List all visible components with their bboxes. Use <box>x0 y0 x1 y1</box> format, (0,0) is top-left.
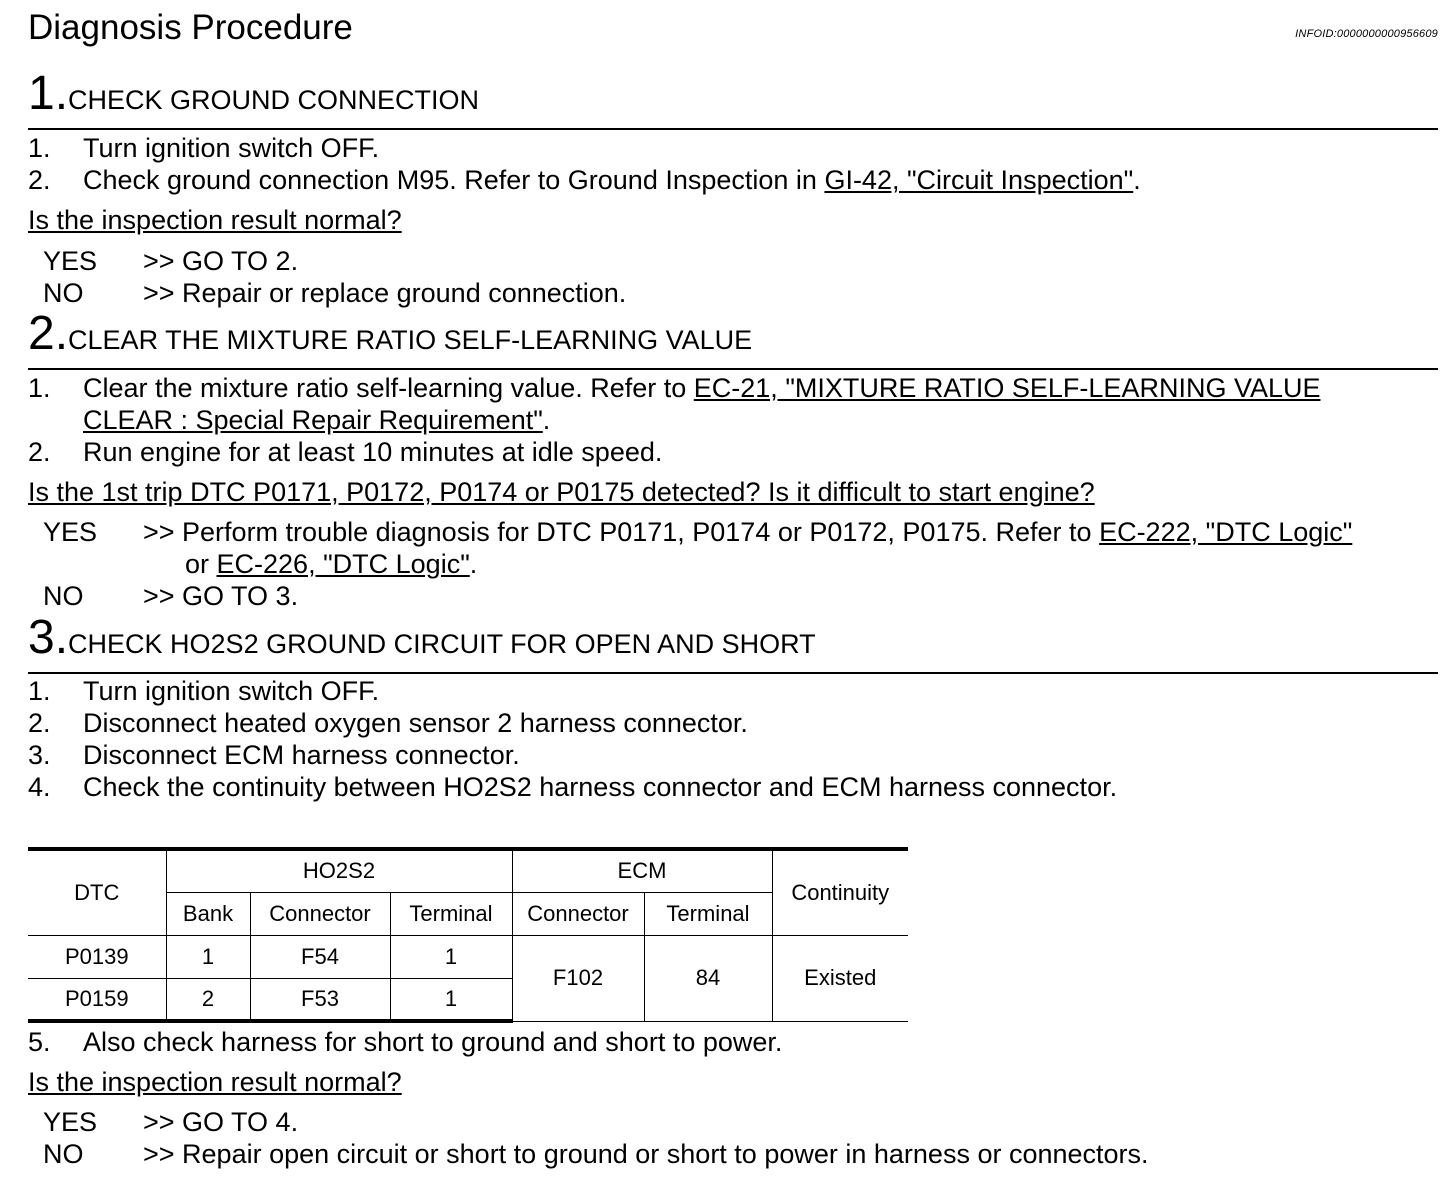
no-action: >> Repair open circuit or short to ground or short to power in harness or connectors. <box>143 1139 1149 1169</box>
list-item-text: Run engine for at least 10 minutes at idle speed. <box>83 437 663 467</box>
reference-link[interactable]: EC-222, "DTC Logic" <box>1099 517 1353 547</box>
no-action: >> GO TO 3. <box>143 581 299 611</box>
header-connector: Connector <box>250 892 390 935</box>
cell-terminal: 1 <box>390 978 512 1021</box>
cell-connector: F53 <box>250 978 390 1021</box>
list-item-text: Check the continuity between HO2S2 harness connector and ECM harness connector. <box>83 772 1118 802</box>
no-label: NO <box>43 1139 84 1169</box>
info-id: INFOID:0000000000956609 <box>1295 28 1438 40</box>
header-ecm-terminal: Terminal <box>644 892 772 935</box>
step-2-heading <box>28 306 1438 370</box>
reference-link[interactable]: GI-42, "Circuit Inspection" <box>824 165 1134 195</box>
list-item-text: Turn ignition switch OFF. <box>83 133 380 163</box>
step-title: CHECK GROUND CONNECTION <box>68 85 480 115</box>
step-3-heading <box>28 610 1438 674</box>
yes-label: YES <box>43 1107 98 1137</box>
reference-link[interactable]: EC-226, "DTC Logic" <box>216 549 470 579</box>
header-bank: Bank <box>166 892 250 935</box>
list-item-text: Check ground connection M95. Refer to Ground Inspection in <box>83 165 825 195</box>
list-item-number: 4. <box>28 772 51 802</box>
header-terminal: Terminal <box>390 892 512 935</box>
reference-link[interactable]: CLEAR : Special Repair Requirement" <box>83 405 543 435</box>
step-title: CLEAR THE MIXTURE RATIO SELF-LEARNING VALUE <box>68 325 753 355</box>
cell-ecm-terminal: 84 <box>644 935 772 1021</box>
cell-dtc: P0139 <box>28 935 166 978</box>
header-ho2s2: HO2S2 <box>166 849 512 892</box>
inspection-question: Is the 1st trip DTC P0171, P0172, P0174 or P0175 detected? Is it difficult to start engine? <box>28 477 1095 507</box>
list-item-number: 3. <box>28 740 51 770</box>
yes-label: YES <box>43 246 98 276</box>
header-ecm-connector: Connector <box>512 892 644 935</box>
table-row <box>28 935 908 978</box>
list-item-text: Clear the mixture ratio self-learning value. Refer to <box>83 373 694 403</box>
or-text: or <box>185 549 217 579</box>
list-item <box>83 373 1321 404</box>
step-number: 3. <box>28 611 69 664</box>
list-item-number: 1. <box>28 373 51 403</box>
punctuation: . <box>469 549 478 579</box>
step-number: 2. <box>28 307 69 360</box>
yes-action <box>143 517 1352 548</box>
list-item-text: Also check harness for short to ground and short to power. <box>83 1027 783 1057</box>
list-item-continuation <box>83 405 550 436</box>
yes-action: >> GO TO 2. <box>143 246 299 276</box>
list-item <box>83 165 1141 196</box>
no-label: NO <box>43 278 84 308</box>
header-continuity: Continuity <box>772 849 908 935</box>
cell-continuity: Existed <box>772 935 908 1021</box>
cell-terminal: 1 <box>390 935 512 978</box>
page-title: Diagnosis Procedure <box>28 8 353 47</box>
yes-action-continuation <box>185 549 477 580</box>
cell-dtc: P0159 <box>28 978 166 1021</box>
list-item-number: 1. <box>28 133 51 163</box>
list-item-text: Turn ignition switch OFF. <box>83 676 380 706</box>
cell-ecm-connector: F102 <box>512 935 644 1021</box>
header-ecm: ECM <box>512 849 772 892</box>
step-number: 1. <box>28 67 69 120</box>
list-item-number: 1. <box>28 676 51 706</box>
cell-bank: 2 <box>166 978 250 1021</box>
header-dtc: DTC <box>28 849 166 935</box>
punctuation: . <box>1133 165 1141 195</box>
list-item-text: Disconnect heated oxygen sensor 2 harness connector. <box>83 708 748 738</box>
continuity-table <box>28 847 908 1023</box>
list-item-number: 2. <box>28 165 51 195</box>
list-item-text: Disconnect ECM harness connector. <box>83 740 520 770</box>
no-action: >> Repair or replace ground connection. <box>143 278 627 308</box>
step-1-heading <box>28 66 1438 130</box>
no-label: NO <box>43 581 84 611</box>
list-item-number: 5. <box>28 1027 51 1057</box>
yes-action: >> GO TO 4. <box>143 1107 299 1137</box>
step-title: CHECK HO2S2 GROUND CIRCUIT FOR OPEN AND SHORT <box>68 629 816 659</box>
list-item-number: 2. <box>28 708 51 738</box>
punctuation: . <box>542 405 551 435</box>
yes-label: YES <box>43 517 98 547</box>
inspection-question: Is the inspection result normal? <box>28 205 402 235</box>
yes-action-text: >> Perform trouble diagnosis for DTC P0171, P0174 or P0172, P0175. Refer to <box>143 517 1100 547</box>
cell-connector: F54 <box>250 935 390 978</box>
cell-bank: 1 <box>166 935 250 978</box>
inspection-question: Is the inspection result normal? <box>28 1067 402 1097</box>
reference-link[interactable]: EC-21, "MIXTURE RATIO SELF-LEARNING VALUE <box>693 373 1321 403</box>
list-item-number: 2. <box>28 437 51 467</box>
